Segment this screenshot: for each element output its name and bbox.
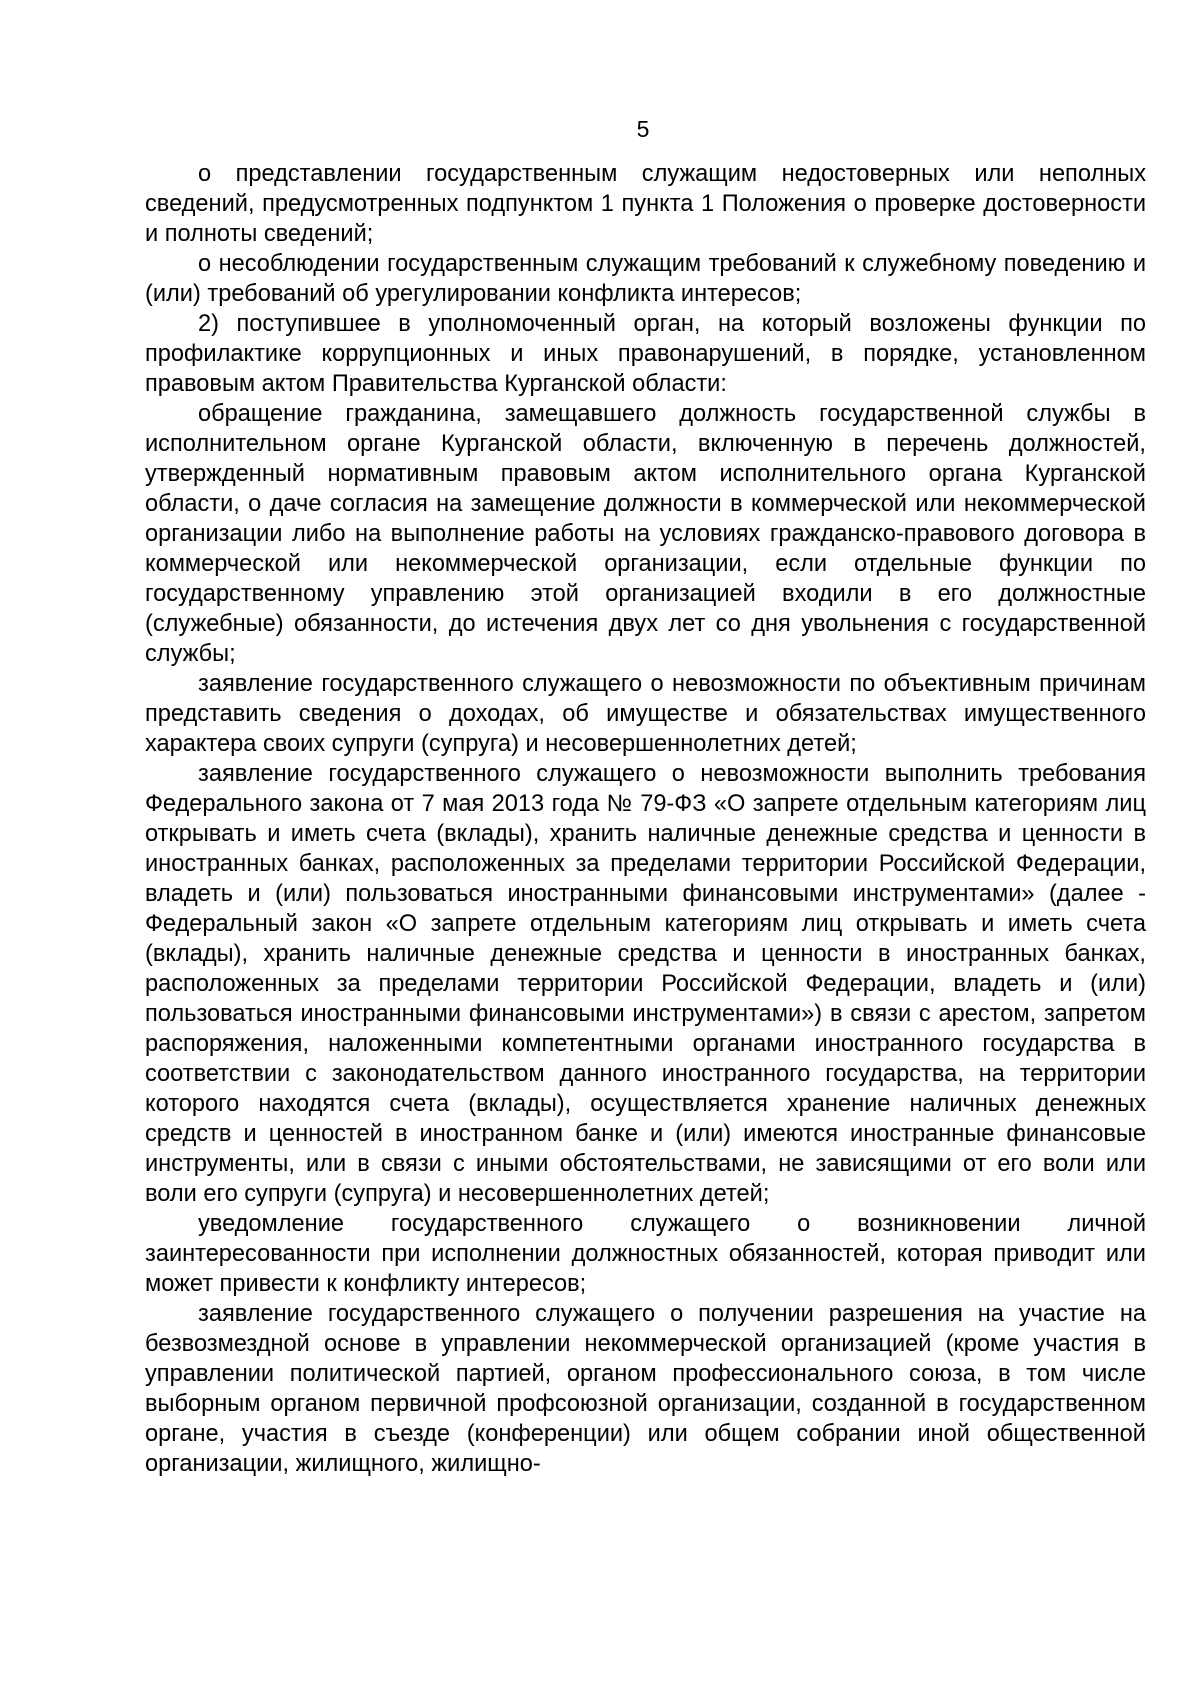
paragraph-conduct-violation: о несоблюдении государственным служащим требований к служебному поведению и (или) требований об урегулировании конфликта интересов; — [145, 251, 1146, 307]
paragraph-foreign-accounts: заявление государственного служащего о невозможности выполнить требования Федерального закона от 7 мая 2013 года № 79-ФЗ «О запрете отдельным категориям лиц открывать и иметь счета (вклады), хранить наличные денежные средства и ценности в иностранных банках, расположенных за пределами территории Российской Федерации, владеть и (или) пользоваться иностранными финансовыми инструментами» (далее - Федеральный закон «О запрете отдельным категориям лиц открывать и иметь счета (вклады), хранить наличные денежные средства и ценности в иностранных банках, расположенных за пределами территории Российской Федерации, владеть и (или) пользоваться иностранными финансовыми инструментами») в связи с арестом, запретом распоряжения, наложенными компетентными органами иностранного государства в соответствии с законодательством данного иностранного государства, на территории которого находятся счета (вклады), осуществляется хранение наличных денежных средств и ценностей в иностранном банке и (или) имеются иностранные финансовые инструменты, или в связи с иными обстоятельствами, не зависящими от его воли или воли его супруги (супруга) и несовершеннолетних детей; — [145, 761, 1146, 1207]
paragraph-authorized-body: 2) поступившее в уполномоченный орган, на который возложены функции по профилактике коррупционных и иных правонарушений, в порядке, установленном правовым актом Правительства Курганской области: — [145, 311, 1146, 397]
paragraph-citizen-appeal: обращение гражданина, замещавшего должность государственной службы в исполнительном органе Курганской области, включенную в перечень должностей, утвержденный нормативным правовым актом исполнительного органа Курганской области, о даче согласия на замещение должности в коммерческой или некоммерческой организации либо на выполнение работы на условиях гражданско-правового договора в коммерческой или некоммерческой организации, если отдельные функции по государственному управлению этой организацией входили в его должностные (служебные) обязанности, до истечения двух лет со дня увольнения с государственной службы; — [145, 401, 1146, 667]
page-number: 5 — [636, 116, 650, 142]
paragraph-income-statement: заявление государственного служащего о невозможности по объективным причинам представить сведения о доходах, об имуществе и обязательствах имущественного характера своих супруги (супруга) и несовершеннолетних детей; — [145, 671, 1146, 757]
paragraph-misreporting: о представлении государственным служащим недостоверных или неполных сведений, предусмотренных подпунктом 1 пункта 1 Положения о проверке достоверности и полноты сведений; — [145, 161, 1146, 247]
paragraph-conflict-notice: уведомление государственного служащего о возникновении личной заинтересованности при исполнении должностных обязанностей, которая приводит или может привести к конфликту интересов; — [145, 1211, 1146, 1297]
paragraph-ngo-participation: заявление государственного служащего о получении разрешения на участие на безвозмездной основе в управлении некоммерческой организацией (кроме участия в управлении политической партией, органом профессионального союза, в том числе выборным органом первичной профсоюзной организации, созданной в государственном органе, участия в съезде (конференции) или общем собрании иной общественной организации, жилищного, жилищно- — [145, 1301, 1146, 1477]
document-body — [145, 159, 1146, 1479]
